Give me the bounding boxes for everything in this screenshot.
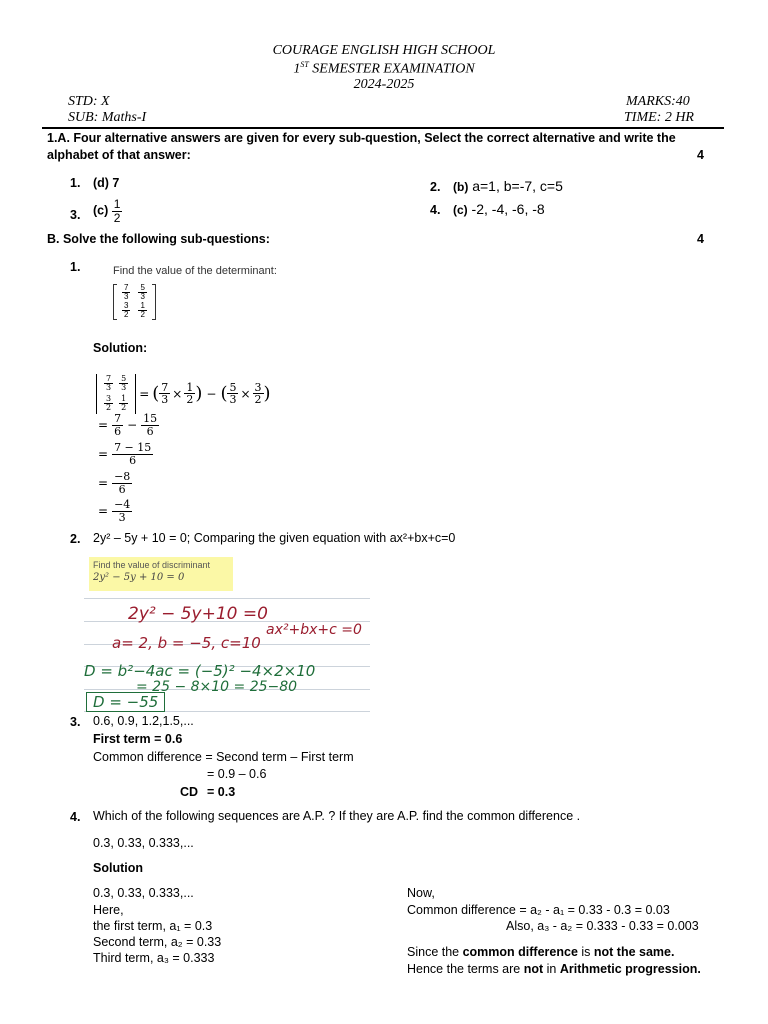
time: TIME: 2 HR xyxy=(624,110,694,125)
m12-d: 3 xyxy=(140,292,145,302)
q1a-instruction-line2: alphabet of that answer: xyxy=(47,148,191,162)
q1b-s3-cd-label: CD xyxy=(180,785,199,799)
subject: SUB: Maths-I xyxy=(68,110,147,125)
q1a-instruction-line1: 1.A. Four alternative answers are given for every sub-question, Select the correct alternative and write the xyxy=(47,131,676,145)
q1a-a3-opt: (c) xyxy=(93,203,109,218)
st1a-d: 6 xyxy=(114,424,122,438)
d12-d: 3 xyxy=(121,383,127,393)
st1b-n: 15 xyxy=(143,412,158,425)
st4-d: 3 xyxy=(118,510,126,524)
r4c: is xyxy=(577,945,594,959)
d21-d: 2 xyxy=(106,403,112,413)
school-name: COURAGE ENGLISH HIGH SCHOOL xyxy=(272,43,496,58)
r4d: not xyxy=(593,945,614,959)
r5a: Hence the terms are xyxy=(407,962,524,976)
q1b-s4-solution-label: Solution xyxy=(93,861,143,875)
exam-title xyxy=(0,60,768,78)
q1a-a4-opt: (c) xyxy=(453,203,468,217)
s4-left-5: Third term, a₃ = 0.333 xyxy=(93,951,215,965)
s4-left-1: 0.3, 0.33, 0.333,... xyxy=(93,886,194,900)
s4-right-3: Also, a₃ - a₂ = 0.333 - 0.33 = 0.003 xyxy=(506,919,699,933)
q1b-s3-num: 3. xyxy=(70,715,81,729)
s4-right-4 xyxy=(407,945,674,959)
det-bars xyxy=(96,374,136,414)
q1b-title: B. Solve the following sub-questions: xyxy=(47,232,270,246)
hl-discriminant: Find the value of discriminant xyxy=(93,560,211,570)
q1b-s3-cd-step: = 0.9 – 0.6 xyxy=(207,767,267,781)
st3-d: 6 xyxy=(118,482,126,496)
q1b-s1-step4: = $\frac{-4}{3}$ xyxy=(98,498,131,524)
q1b-s2-num: 2. xyxy=(70,532,81,546)
q1b-s1-step2: = $\frac{7 - 15}{6}$ xyxy=(98,441,152,467)
s4-left-4: Second term, a₂ = 0.33 xyxy=(93,935,222,949)
exam-number: 1 xyxy=(293,61,301,77)
m11-n: 7 xyxy=(124,283,129,292)
q1b-s1-matrix xyxy=(113,284,156,320)
hw-calc: = 25 − 8×10 = 25−80 xyxy=(136,679,298,695)
p1-d: 3 xyxy=(161,393,169,407)
q1a-a2-num: 2. xyxy=(430,180,441,194)
st3-n: −8 xyxy=(114,470,131,483)
q1b-s4-seq: 0.3, 0.33, 0.333,... xyxy=(93,836,194,850)
q1b-s1-num: 1. xyxy=(70,260,81,274)
s4-left-3: the first term, a₁ = 0.3 xyxy=(93,919,213,933)
q1a-a2-text: a=1, b=-7, c=5 xyxy=(468,178,563,194)
hw-equation: 2y² − 5y+10 =0 xyxy=(128,604,268,624)
marks: MARKS:40 xyxy=(626,94,690,109)
p1-n: 7 xyxy=(161,380,169,394)
hw-general-form: ax²+bx+c =0 xyxy=(266,622,362,638)
q1b-s3-cd-formula: Common difference = Second term – First term xyxy=(93,750,354,764)
p4-n: 3 xyxy=(254,380,262,394)
hw-formula: D = b²−4ac = (−5)² −4×2×10 xyxy=(84,662,316,680)
d12-n: 5 xyxy=(121,374,127,383)
d21-n: 3 xyxy=(106,393,112,403)
m22-n: 1 xyxy=(140,300,145,310)
st1b-d: 6 xyxy=(146,424,154,438)
p3-d: 3 xyxy=(229,393,237,407)
q1a-a1: (d) 7 xyxy=(93,176,120,190)
d11-n: 7 xyxy=(106,374,112,383)
p2-n: 1 xyxy=(186,380,194,394)
m22-d: 2 xyxy=(140,310,145,320)
q1a-marks: 4 xyxy=(697,148,704,162)
st4-n: −4 xyxy=(114,498,131,511)
q1b-s1-question: Find the value of the determinant: xyxy=(113,265,277,277)
d22-d: 2 xyxy=(121,403,127,413)
exam-name: SEMESTER EXAMINATION xyxy=(308,61,475,77)
r5c: in xyxy=(543,962,560,976)
q1b-s1-step1: = $\frac{7}{6}$ − $\frac{15}{6}$ xyxy=(98,412,158,438)
m11-d: 3 xyxy=(124,292,129,302)
q1a-a4-num: 4. xyxy=(430,203,441,217)
q1a-a4-text: -2, -4, -6, -8 xyxy=(467,201,545,217)
r4a: Since the xyxy=(407,945,463,959)
q1b-solution-label: Solution: xyxy=(93,341,148,355)
hw-result: D = −55 xyxy=(86,692,165,712)
s4-right-5 xyxy=(407,962,701,976)
rule-1 xyxy=(84,598,370,599)
hl-equation: 2y² − 5y + 10 = 0 xyxy=(93,572,185,583)
q1b-s1-step3: = $\frac{-8}{6}$ xyxy=(98,470,131,496)
q1b-s2-text: 2y² – 5y + 10 = 0; Comparing the given equation with ax²+bx+c=0 xyxy=(93,531,456,545)
d22-n: 1 xyxy=(121,393,127,403)
header-divider xyxy=(42,127,724,129)
q1a-a2-opt: (b) xyxy=(453,180,469,194)
r5d: Arithmetic progression. xyxy=(559,962,701,976)
q1b-s1-det-expression: $\frac{7}{3}$ $\frac{5}{3}$ $\frac{3}{2}$ $\frac{1}{2}$ = ( $\frac{7}{3}$ × $\frac{1}{2}$ ) − ( $\frac{5}{3}$ × $\frac{3}{2}$ ) xyxy=(96,374,271,414)
q1a-a1-num: 1. xyxy=(70,176,81,190)
m21-n: 3 xyxy=(124,300,129,310)
m21-d: 2 xyxy=(124,310,129,320)
std: STD: X xyxy=(68,94,110,109)
q1b-s3-cd-value: = 0.3 xyxy=(207,785,236,799)
q1a-a3 xyxy=(93,198,122,224)
q1a-a2 xyxy=(453,178,563,194)
q1a-a4 xyxy=(453,201,545,217)
q1a-a3-num-val: 1 xyxy=(113,197,121,211)
q1b-s3-seq: 0.6, 0.9, 1.2,1.5,... xyxy=(93,714,194,728)
r4b: common difference xyxy=(462,945,578,959)
q1b-s3-first-term: First term = 0.6 xyxy=(93,732,183,746)
s4-right-1: Now, xyxy=(407,886,435,900)
st1a-n: 7 xyxy=(114,412,122,425)
exam-year: 2024-2025 xyxy=(353,77,415,92)
q1a-a3-den-val: 2 xyxy=(113,210,121,225)
m12-n: 5 xyxy=(140,283,145,292)
q1b-s4-question: Which of the following sequences are A.P. ? If they are A.P. find the common difference . xyxy=(93,809,581,823)
q1a-a3-fraction xyxy=(112,198,123,224)
st2-d: 6 xyxy=(129,453,137,467)
q1a-a3-num: 3. xyxy=(70,208,81,222)
p3-n: 5 xyxy=(229,380,237,394)
s4-left-2: Here, xyxy=(93,903,124,917)
p4-d: 2 xyxy=(254,393,262,407)
p2-d: 2 xyxy=(186,393,194,407)
hw-coefficients: a= 2, b = −5, c=10 xyxy=(112,634,261,652)
s4-right-2: Common difference = a₂ - a₁ = 0.33 - 0.3 = 0.03 xyxy=(407,903,670,917)
d11-d: 3 xyxy=(106,383,112,393)
exam-sup: ST xyxy=(300,60,309,69)
r4e: the same. xyxy=(613,945,675,959)
q1b-marks: 4 xyxy=(697,232,704,246)
q1b-s4-num: 4. xyxy=(70,810,81,824)
r5b: not xyxy=(523,962,544,976)
st2-n: 7 − 15 xyxy=(114,441,152,454)
